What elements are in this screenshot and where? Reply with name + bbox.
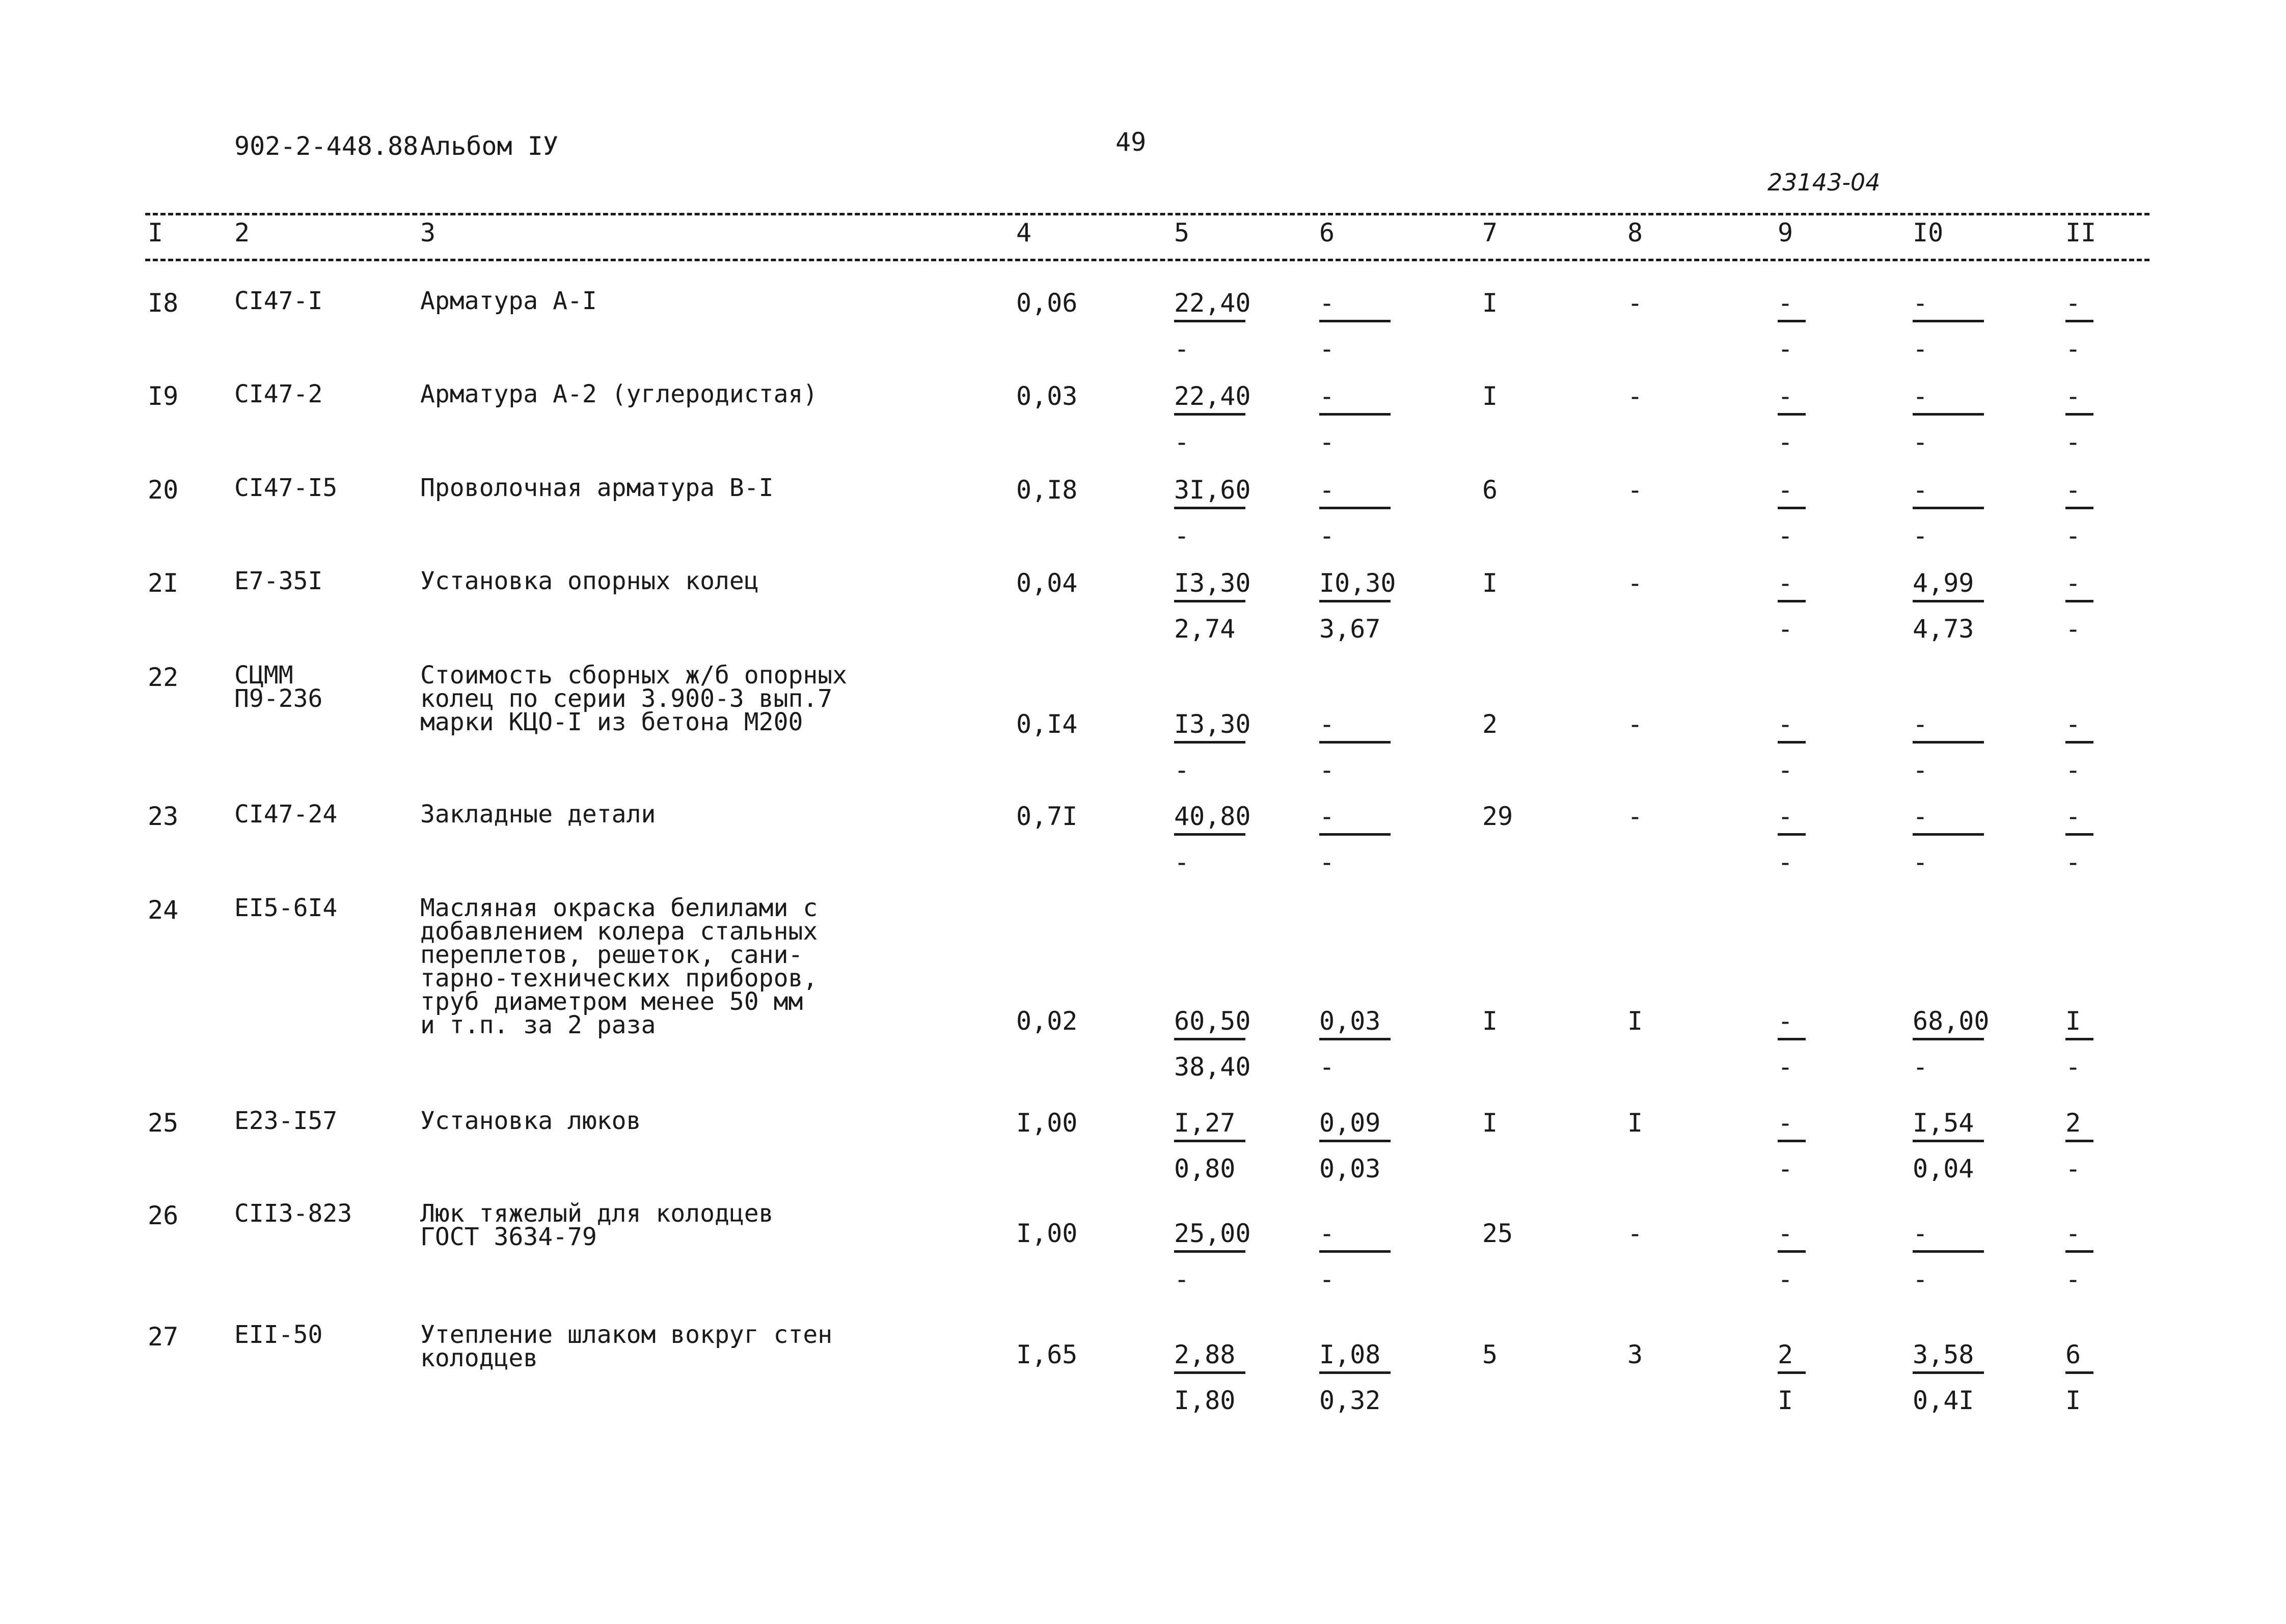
fraction-denominator: - [1319, 847, 1335, 877]
value-c7: I [1482, 381, 1498, 411]
quantity: 0,I4 [1016, 709, 1078, 739]
fraction-bar [1319, 833, 1391, 836]
fraction-numerator: - [1778, 288, 1793, 318]
work-description: Утепление шлаком вокруг стен колодцев [420, 1320, 833, 1372]
fraction-numerator: I [2065, 1006, 2081, 1036]
work-description: Установка люков [420, 1107, 641, 1135]
fraction-bar [1319, 600, 1391, 602]
value-c8: - [1627, 381, 1643, 411]
fraction-bar [1913, 833, 1984, 836]
fraction-denominator: 3,67 [1319, 614, 1381, 644]
fraction-bar [1778, 320, 1806, 322]
fraction-bar [2065, 413, 2093, 416]
fraction-bar [1778, 1038, 1806, 1040]
value-c8: 3 [1627, 1340, 1643, 1369]
quantity: 0,7I [1016, 802, 1078, 831]
rate-code: CII3-823 [234, 1199, 352, 1228]
column-header-2: 2 [234, 218, 250, 247]
fraction-bar [1778, 1250, 1806, 1253]
quantity: 0,06 [1016, 288, 1078, 318]
value-c7: I [1482, 1108, 1498, 1138]
fraction-bar [1778, 413, 1806, 416]
fraction-numerator: 25,00 [1174, 1219, 1251, 1248]
fraction-denominator: 0,03 [1319, 1154, 1381, 1183]
handwritten-code: 23143-04 [1767, 169, 1881, 196]
fraction-numerator: 2 [2065, 1108, 2081, 1138]
fraction-denominator: 0,32 [1319, 1386, 1381, 1415]
fraction-bar [2065, 1250, 2093, 1253]
work-description: Установка опорных колец [420, 567, 759, 595]
fraction-bar [1174, 1371, 1245, 1374]
fraction-bar [1174, 1250, 1245, 1253]
fraction-numerator: - [2065, 709, 2081, 739]
fraction-numerator: - [1913, 475, 1928, 505]
fraction-bar [1319, 1038, 1391, 1040]
fraction-bar [1913, 413, 1984, 416]
fraction-bar [1174, 833, 1245, 836]
work-description: Закладные детали [420, 800, 656, 829]
fraction-bar [1319, 1250, 1391, 1253]
fraction-bar [1778, 1140, 1806, 1142]
work-description: Арматура А-2 (углеродистая) [420, 380, 818, 408]
fraction-numerator: - [1319, 475, 1335, 505]
fraction-denominator: - [1778, 427, 1793, 457]
fraction-denominator: - [1913, 1052, 1928, 1082]
fraction-denominator: - [1174, 847, 1190, 877]
fraction-numerator: - [2065, 1219, 2081, 1248]
column-header-6: 6 [1319, 218, 1335, 247]
quantity: I,00 [1016, 1108, 1078, 1138]
fraction-denominator: - [1778, 1264, 1793, 1294]
value-c7: 5 [1482, 1340, 1498, 1369]
fraction-denominator: - [1778, 1052, 1793, 1082]
fraction-denominator: - [2065, 1154, 2081, 1183]
fraction-bar [1913, 1038, 1984, 1040]
fraction-numerator: I,54 [1913, 1108, 1974, 1138]
column-header-11: II [2065, 218, 2097, 247]
header-top-rule [145, 213, 2149, 215]
fraction-denominator: - [1319, 1052, 1335, 1082]
column-header-3: 3 [420, 218, 436, 247]
quantity: I,00 [1016, 1219, 1078, 1248]
work-description: Люк тяжелый для колодцев ГОСТ 3634-79 [420, 1199, 774, 1251]
fraction-numerator: - [1778, 475, 1793, 505]
value-c7: I [1482, 568, 1498, 598]
rate-code: EI5-6I4 [234, 894, 338, 922]
fraction-numerator: - [1913, 709, 1928, 739]
fraction-denominator: - [2065, 334, 2081, 364]
fraction-denominator: - [1913, 1264, 1928, 1294]
fraction-denominator: 2,74 [1174, 614, 1236, 644]
fraction-denominator: - [1319, 427, 1335, 457]
fraction-denominator: I [1778, 1386, 1793, 1415]
fraction-bar [1913, 741, 1984, 744]
fraction-numerator: 3,58 [1913, 1340, 1974, 1369]
column-header-1: I [148, 218, 164, 247]
fraction-numerator: - [1319, 802, 1335, 831]
row-number: 20 [148, 475, 179, 505]
fraction-numerator: I0,30 [1319, 568, 1396, 598]
fraction-bar [1174, 1140, 1245, 1142]
fraction-bar [1174, 1038, 1245, 1040]
work-description: Проволочная арматура В-I [420, 474, 774, 502]
fraction-denominator: - [1913, 521, 1928, 550]
rate-code: CI47-24 [234, 800, 338, 829]
fraction-bar [1913, 1250, 1984, 1253]
fraction-bar [1319, 1371, 1391, 1374]
fraction-denominator: - [1174, 755, 1190, 785]
value-c8: - [1627, 1219, 1643, 1248]
fraction-bar [1913, 600, 1984, 602]
work-description: Стоимость сборных ж/б опорных колец по серии 3.900-3 вып.7 марки КЦО-I из бетона М200 [420, 661, 848, 736]
column-header-4: 4 [1016, 218, 1032, 247]
fraction-denominator: 38,40 [1174, 1052, 1251, 1082]
fraction-numerator: - [1913, 288, 1928, 318]
fraction-denominator: - [2065, 755, 2081, 785]
fraction-numerator: - [1319, 288, 1335, 318]
quantity: 0,02 [1016, 1006, 1078, 1036]
fraction-denominator: - [1174, 427, 1190, 457]
fraction-denominator: 0,80 [1174, 1154, 1236, 1183]
value-c8: - [1627, 709, 1643, 739]
value-c8: - [1627, 475, 1643, 505]
fraction-bar [2065, 1140, 2093, 1142]
fraction-bar [2065, 1038, 2093, 1040]
fraction-numerator: 2,88 [1174, 1340, 1236, 1369]
fraction-numerator: - [2065, 568, 2081, 598]
value-c7: I [1482, 288, 1498, 318]
row-number: 25 [148, 1108, 179, 1138]
row-number: I9 [148, 381, 179, 411]
rate-code: E23-I57 [234, 1107, 338, 1135]
fraction-bar [1174, 507, 1245, 509]
fraction-denominator: 0,4I [1913, 1386, 1974, 1415]
rate-code: E7-35I [234, 567, 323, 595]
fraction-numerator: I3,30 [1174, 709, 1251, 739]
value-c8: I [1627, 1108, 1643, 1138]
fraction-numerator: 0,09 [1319, 1108, 1381, 1138]
fraction-denominator: - [2065, 521, 2081, 550]
row-number: 24 [148, 895, 179, 925]
fraction-numerator: - [1778, 1219, 1793, 1248]
column-header-8: 8 [1627, 218, 1643, 247]
fraction-bar [2065, 600, 2093, 602]
value-c8: I [1627, 1006, 1643, 1036]
fraction-bar [1778, 507, 1806, 509]
fraction-numerator: - [1778, 709, 1793, 739]
quantity: 0,03 [1016, 381, 1078, 411]
fraction-numerator: 22,40 [1174, 288, 1251, 318]
fraction-denominator: - [1319, 521, 1335, 550]
rate-code: CI47-2 [234, 380, 323, 408]
fraction-denominator: - [1319, 1264, 1335, 1294]
fraction-numerator: 0,03 [1319, 1006, 1381, 1036]
row-number: 23 [148, 802, 179, 831]
value-c8: - [1627, 288, 1643, 318]
fraction-bar [1319, 413, 1391, 416]
fraction-bar [1913, 507, 1984, 509]
fraction-bar [2065, 1371, 2093, 1374]
fraction-bar [2065, 507, 2093, 509]
column-header-5: 5 [1174, 218, 1190, 247]
fraction-numerator: 40,80 [1174, 802, 1251, 831]
work-description: Арматура А-I [420, 287, 597, 315]
fraction-numerator: - [1913, 381, 1928, 411]
value-c7: 29 [1482, 802, 1513, 831]
fraction-bar [1174, 413, 1245, 416]
fraction-numerator: 22,40 [1174, 381, 1251, 411]
fraction-denominator: - [2065, 1052, 2081, 1082]
fraction-denominator: - [2065, 427, 2081, 457]
fraction-numerator: - [1778, 1006, 1793, 1036]
fraction-denominator: - [2065, 614, 2081, 644]
fraction-denominator: - [1913, 847, 1928, 877]
row-number: I8 [148, 288, 179, 318]
fraction-numerator: 3I,60 [1174, 475, 1251, 505]
fraction-bar [2065, 320, 2093, 322]
value-c8: - [1627, 568, 1643, 598]
fraction-denominator: - [1778, 521, 1793, 550]
rate-code: CI47-I [234, 287, 323, 315]
fraction-bar [2065, 833, 2093, 836]
row-number: 27 [148, 1322, 179, 1352]
fraction-denominator: I,80 [1174, 1386, 1236, 1415]
fraction-denominator: - [1913, 334, 1928, 364]
fraction-denominator: - [1319, 755, 1335, 785]
quantity: 0,I8 [1016, 475, 1078, 505]
album-label: Альбом IУ [420, 131, 558, 161]
fraction-numerator: - [2065, 475, 2081, 505]
column-header-10: I0 [1913, 218, 1944, 247]
page-number: 49 [1115, 127, 1147, 157]
fraction-numerator: I,08 [1319, 1340, 1381, 1369]
fraction-numerator: - [1778, 1108, 1793, 1138]
work-description: Масляная окраска белилами с добавлением колера стальных переплетов, решеток, сани- тарно-технических приборов, труб диаметром менее 50 мм и т.п. за 2 раза [420, 894, 818, 1039]
fraction-numerator: - [1913, 802, 1928, 831]
fraction-denominator: - [1913, 427, 1928, 457]
quantity: 0,04 [1016, 568, 1078, 598]
fraction-bar [1778, 833, 1806, 836]
fraction-denominator: I [2065, 1386, 2081, 1415]
value-c7: 25 [1482, 1219, 1513, 1248]
fraction-denominator: - [1778, 755, 1793, 785]
fraction-denominator: - [1778, 334, 1793, 364]
fraction-numerator: - [2065, 381, 2081, 411]
fraction-denominator: - [1778, 614, 1793, 644]
fraction-denominator: - [1913, 755, 1928, 785]
fraction-bar [1174, 320, 1245, 322]
fraction-denominator: 0,04 [1913, 1154, 1974, 1183]
fraction-numerator: 68,00 [1913, 1006, 1990, 1036]
fraction-bar [1319, 507, 1391, 509]
fraction-denominator: - [1319, 334, 1335, 364]
fraction-bar [1319, 741, 1391, 744]
rate-code: СЦММ П9-236 [234, 661, 323, 713]
fraction-numerator: - [1778, 568, 1793, 598]
fraction-denominator: - [2065, 1264, 2081, 1294]
fraction-bar [1778, 1371, 1806, 1374]
fraction-numerator: I3,30 [1174, 568, 1251, 598]
fraction-numerator: - [1319, 709, 1335, 739]
fraction-numerator: - [1319, 381, 1335, 411]
fraction-bar [1174, 600, 1245, 602]
quantity: I,65 [1016, 1340, 1078, 1369]
fraction-bar [1174, 741, 1245, 744]
fraction-numerator: - [1319, 1219, 1335, 1248]
fraction-bar [1319, 1140, 1391, 1142]
fraction-numerator: - [2065, 802, 2081, 831]
fraction-numerator: - [1778, 802, 1793, 831]
row-number: 22 [148, 663, 179, 692]
fraction-denominator: - [1778, 847, 1793, 877]
fraction-numerator: I,27 [1174, 1108, 1236, 1138]
row-number: 2I [148, 568, 179, 598]
fraction-bar [1913, 320, 1984, 322]
value-c7: 2 [1482, 709, 1498, 739]
row-number: 26 [148, 1201, 179, 1230]
value-c7: 6 [1482, 475, 1498, 505]
rate-code: EII-50 [234, 1320, 323, 1349]
rate-code: CI47-I5 [234, 474, 338, 502]
fraction-numerator: - [1913, 1219, 1928, 1248]
fraction-denominator: - [1778, 1154, 1793, 1183]
fraction-bar [1778, 741, 1806, 744]
fraction-denominator: - [1174, 334, 1190, 364]
fraction-bar [1319, 320, 1391, 322]
value-c8: - [1627, 802, 1643, 831]
fraction-denominator: - [2065, 847, 2081, 877]
column-header-7: 7 [1482, 218, 1498, 247]
fraction-numerator: 60,50 [1174, 1006, 1251, 1036]
fraction-denominator: - [1174, 1264, 1190, 1294]
column-header-9: 9 [1778, 218, 1793, 247]
header-bottom-rule [145, 259, 2149, 261]
fraction-numerator: - [2065, 288, 2081, 318]
doc-code: 902-2-448.88 [234, 131, 419, 161]
fraction-numerator: 6 [2065, 1340, 2081, 1369]
fraction-numerator: - [1778, 381, 1793, 411]
value-c7: I [1482, 1006, 1498, 1036]
fraction-denominator: 4,73 [1913, 614, 1974, 644]
fraction-bar [2065, 741, 2093, 744]
fraction-denominator: - [1174, 521, 1190, 550]
fraction-numerator: 2 [1778, 1340, 1793, 1369]
fraction-bar [1913, 1371, 1984, 1374]
fraction-numerator: 4,99 [1913, 568, 1974, 598]
fraction-bar [1778, 600, 1806, 602]
fraction-bar [1913, 1140, 1984, 1142]
